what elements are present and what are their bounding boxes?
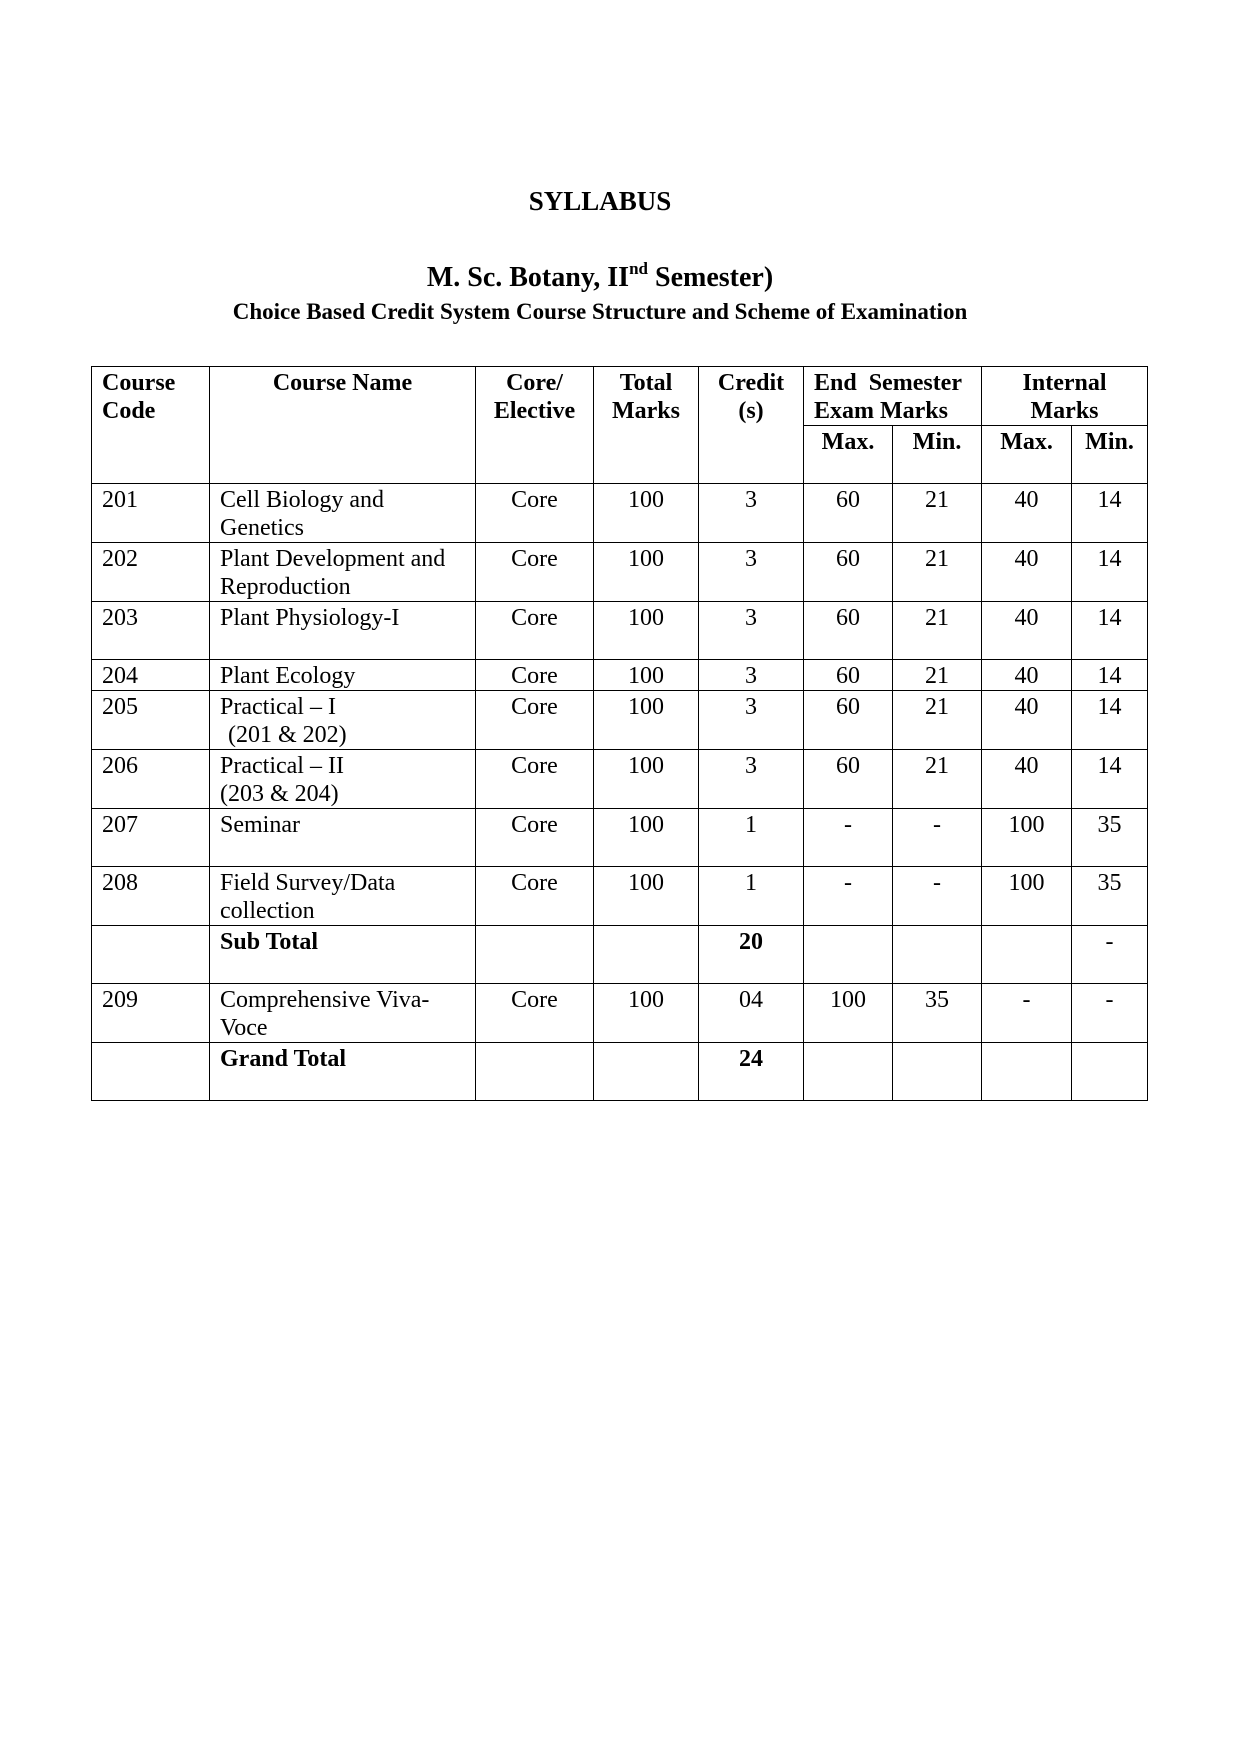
cell-total: 100 — [594, 809, 699, 867]
cell-int-max — [982, 926, 1072, 984]
course-title-suffix: Semester) — [648, 262, 774, 293]
cell-type: Core — [476, 660, 594, 691]
header-core-elective: Core/ Elective — [476, 367, 594, 484]
cell-int-min: 14 — [1072, 660, 1148, 691]
cell-end-min: 21 — [893, 602, 982, 660]
cell-end-max: 60 — [804, 484, 893, 543]
table-row — [92, 809, 1148, 867]
header-end-min: Min. — [893, 426, 982, 484]
cell-end-min: 35 — [893, 984, 982, 1043]
cell-type: Core — [476, 691, 594, 750]
table-row — [92, 484, 1148, 543]
cell-int-max: 40 — [982, 543, 1072, 602]
cell-type: Core — [476, 984, 594, 1043]
cell-code: 201 — [92, 484, 210, 543]
cell-int-min — [1072, 1043, 1148, 1101]
cell-type: Core — [476, 543, 594, 602]
cell-end-min: 21 — [893, 543, 982, 602]
cell-int-min: 14 — [1072, 602, 1148, 660]
header-course-code: Course Code — [92, 367, 210, 484]
header-end-max: Max. — [804, 426, 893, 484]
page-title: SYLLABUS — [528, 186, 672, 216]
header-end-semester: End Semester Exam Marks — [804, 367, 982, 426]
cell-end-max: 60 — [804, 691, 893, 750]
cell-credit: 1 — [699, 809, 804, 867]
cell-end-max: 60 — [804, 660, 893, 691]
cell-name: Plant Physiology-I — [210, 602, 476, 660]
cell-type: Core — [476, 809, 594, 867]
cell-type: Core — [476, 867, 594, 926]
cell-int-min: 14 — [1072, 484, 1148, 543]
cell-end-min: 21 — [893, 660, 982, 691]
cell-name: Seminar — [210, 809, 476, 867]
table-row — [92, 660, 1148, 691]
cell-int-max: - — [982, 984, 1072, 1043]
table-row — [92, 867, 1148, 926]
cell-credit: 3 — [699, 543, 804, 602]
cell-credit: 3 — [699, 484, 804, 543]
cell-total: 100 — [594, 867, 699, 926]
cell-end-max: - — [804, 867, 893, 926]
cell-end-min — [893, 1043, 982, 1101]
cell-int-max: 100 — [982, 867, 1072, 926]
cell-int-min: 14 — [1072, 691, 1148, 750]
cell-type — [476, 1043, 594, 1101]
cell-name: Plant Development and Reproduction — [210, 543, 476, 602]
cell-code — [92, 926, 210, 984]
header-total-marks: Total Marks — [594, 367, 699, 484]
cell-end-max: 60 — [804, 602, 893, 660]
cell-type — [476, 926, 594, 984]
course-title-sup: nd — [629, 259, 648, 278]
cell-int-max: 40 — [982, 602, 1072, 660]
cell-type: Core — [476, 750, 594, 809]
scheme-heading: Choice Based Credit System Course Structure and Scheme of Examination — [232, 299, 968, 324]
cell-type: Core — [476, 484, 594, 543]
cell-total: 100 — [594, 484, 699, 543]
cell-code: 205 — [92, 691, 210, 750]
cell-end-max: 60 — [804, 750, 893, 809]
course-title — [0, 259, 1200, 294]
table-row — [92, 984, 1148, 1043]
cell-end-min: 21 — [893, 484, 982, 543]
cell-credit: 3 — [699, 602, 804, 660]
cell-code: 208 — [92, 867, 210, 926]
cell-credit: 3 — [699, 750, 804, 809]
course-title-prefix: M. Sc. Botany, II — [426, 262, 630, 293]
cell-credit: 1 — [699, 867, 804, 926]
table-header-row — [92, 367, 1148, 426]
cell-code: 204 — [92, 660, 210, 691]
cell-end-max: 100 — [804, 984, 893, 1043]
cell-end-max: - — [804, 809, 893, 867]
table-row — [92, 691, 1148, 750]
cell-total — [594, 1043, 699, 1101]
cell-name: Comprehensive Viva- Voce — [210, 984, 476, 1043]
grand-total-credit: 24 — [699, 1043, 804, 1101]
cell-end-min — [893, 926, 982, 984]
cell-total — [594, 926, 699, 984]
cell-int-max: 40 — [982, 484, 1072, 543]
cell-int-min: 14 — [1072, 543, 1148, 602]
cell-total: 100 — [594, 691, 699, 750]
cell-credit: 04 — [699, 984, 804, 1043]
grand-total-label: Grand Total — [210, 1043, 476, 1101]
cell-int-min: 14 — [1072, 750, 1148, 809]
cell-int-min: 35 — [1072, 867, 1148, 926]
cell-int-min: 35 — [1072, 809, 1148, 867]
cell-end-min: 21 — [893, 691, 982, 750]
cell-end-min: 21 — [893, 750, 982, 809]
cell-int-max — [982, 1043, 1072, 1101]
cell-int-max: 40 — [982, 750, 1072, 809]
cell-end-max: 60 — [804, 543, 893, 602]
cell-total: 100 — [594, 602, 699, 660]
header-int-max: Max. — [982, 426, 1072, 484]
cell-code: 206 — [92, 750, 210, 809]
cell-total: 100 — [594, 750, 699, 809]
cell-int-max: 40 — [982, 660, 1072, 691]
header-credits: Credit (s) — [699, 367, 804, 484]
cell-name: Practical – II (203 & 204) — [210, 750, 476, 809]
subtotal-row — [92, 926, 1148, 984]
cell-code: 207 — [92, 809, 210, 867]
subtotal-credit: 20 — [699, 926, 804, 984]
cell-type: Core — [476, 602, 594, 660]
grand-total-row — [92, 1043, 1148, 1101]
cell-credit: 3 — [699, 660, 804, 691]
table-row — [92, 750, 1148, 809]
cell-code: 202 — [92, 543, 210, 602]
cell-int-min: - — [1072, 984, 1148, 1043]
cell-credit: 3 — [699, 691, 804, 750]
syllabus-table — [91, 366, 1148, 1101]
cell-name: Field Survey/Data collection — [210, 867, 476, 926]
cell-int-max: 100 — [982, 809, 1072, 867]
cell-total: 100 — [594, 660, 699, 691]
header-internal: Internal Marks — [982, 367, 1148, 426]
cell-end-max — [804, 1043, 893, 1101]
table-row — [92, 543, 1148, 602]
cell-total: 100 — [594, 543, 699, 602]
subtotal-int-min: - — [1072, 926, 1148, 984]
cell-end-min: - — [893, 867, 982, 926]
cell-code: 209 — [92, 984, 210, 1043]
header-int-min: Min. — [1072, 426, 1148, 484]
cell-name: Cell Biology and Genetics — [210, 484, 476, 543]
cell-int-max: 40 — [982, 691, 1072, 750]
cell-end-max — [804, 926, 893, 984]
cell-name: Plant Ecology — [210, 660, 476, 691]
cell-code: 203 — [92, 602, 210, 660]
cell-total: 100 — [594, 984, 699, 1043]
table-row — [92, 602, 1148, 660]
cell-end-min: - — [893, 809, 982, 867]
subtotal-label: Sub Total — [210, 926, 476, 984]
header-course-name: Course Name — [210, 367, 476, 484]
cell-code — [92, 1043, 210, 1101]
cell-name: Practical – I (201 & 202) — [210, 691, 476, 750]
